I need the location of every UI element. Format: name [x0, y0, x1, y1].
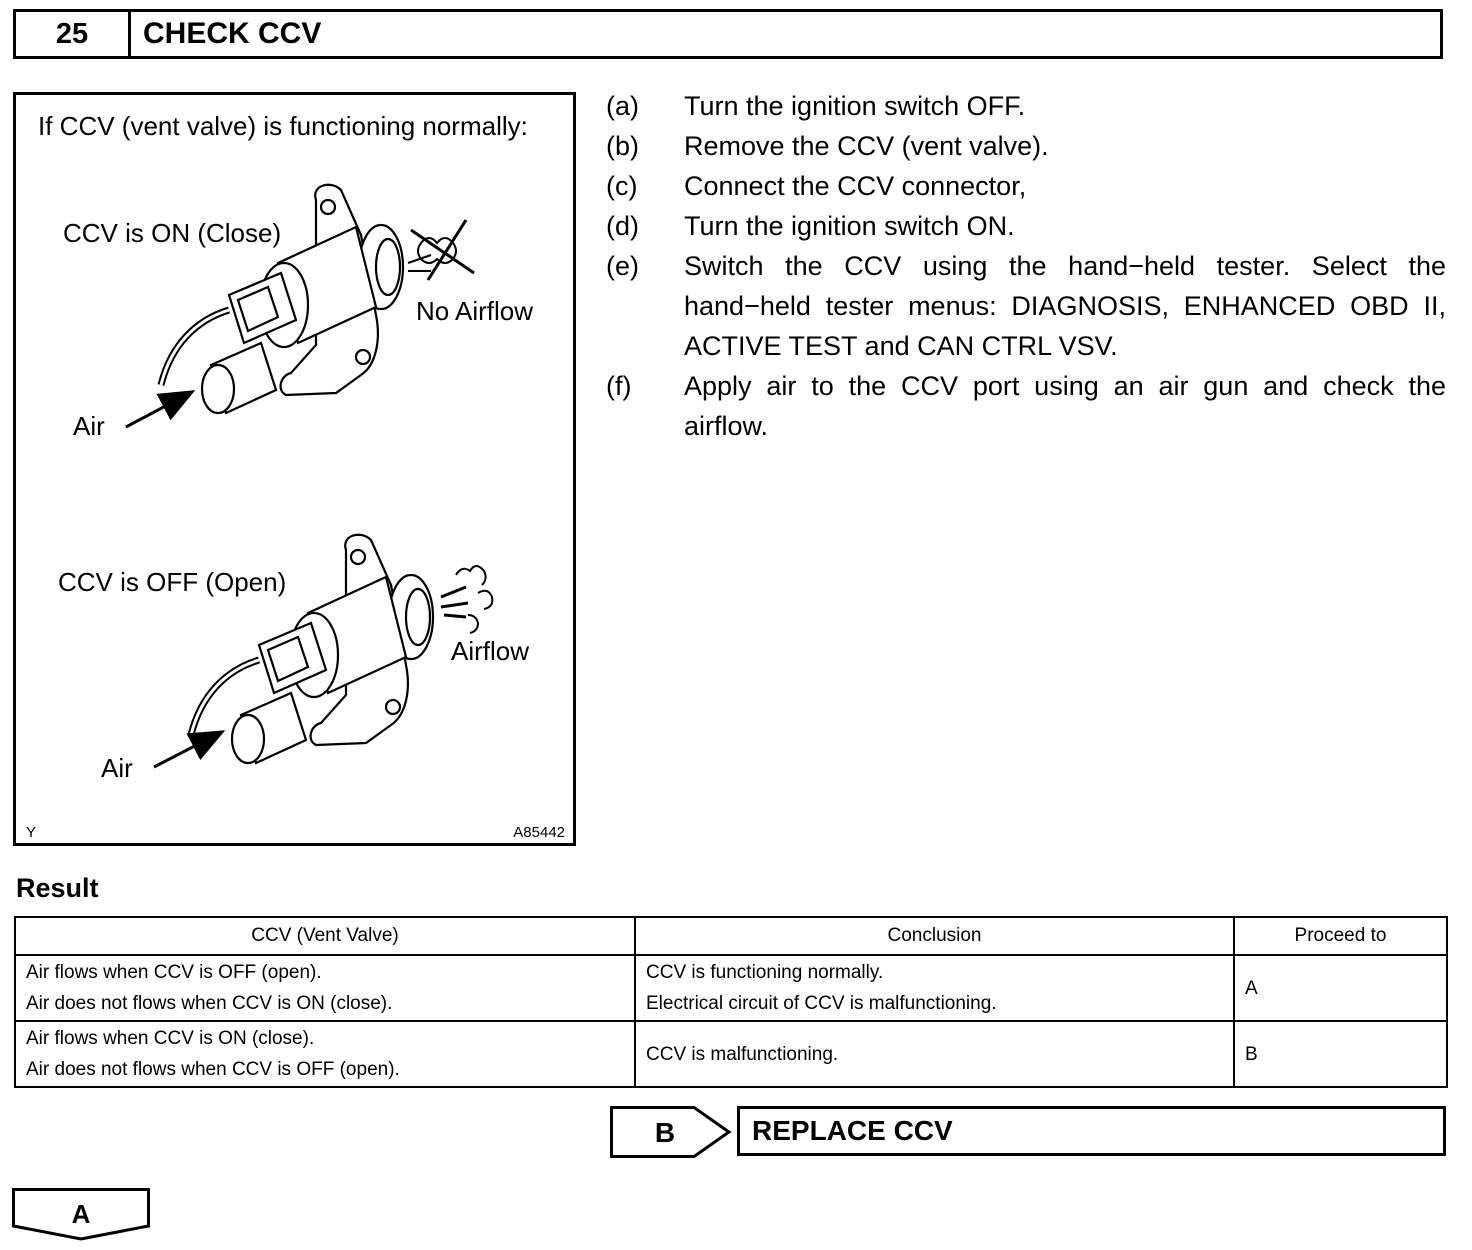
proceed-cell: B [1234, 1021, 1447, 1087]
procedure-steps [606, 86, 1446, 446]
condition-cell [15, 955, 635, 1021]
air-arrow-top [126, 393, 190, 427]
step-item [606, 86, 1446, 126]
column-header: Proceed to [1234, 917, 1447, 955]
table-row [15, 955, 1447, 1021]
ccv-illustration [13, 92, 576, 846]
branch-a-tag [12, 1188, 152, 1247]
step-text: Switch the CCV using the hand−held tester. Select the hand−held tester menus: DIAGNOSIS, ENHANCED OBD II, ACTIVE TEST and CAN CTRL VSV. [684, 251, 1446, 361]
label-air-top: Air [73, 411, 105, 441]
corner-code-left: Y [26, 824, 37, 841]
conclusion-cell [635, 1021, 1234, 1087]
cell-line: Air does not flows when CCV is OFF (open). [26, 1059, 400, 1080]
label-airflow: Airflow [451, 636, 530, 666]
proceed-cell: A [1234, 955, 1447, 1021]
condition-cell [15, 1021, 635, 1087]
branch-a-label: A [71, 1199, 91, 1229]
step-item [606, 206, 1446, 246]
step-text: Apply air to the CCV port using an air gun and check the airflow. [684, 371, 1446, 441]
label-ccv-off: CCV is OFF (Open) [58, 567, 287, 597]
step-label: (f) [606, 371, 632, 401]
result-heading: Result [16, 873, 99, 903]
step-item [606, 126, 1446, 166]
step-header [13, 9, 1443, 59]
conclusion-cell [635, 955, 1234, 1021]
cell-line: Air flows when CCV is ON (close). [26, 1028, 315, 1049]
step-text: Remove the CCV (vent valve). [684, 131, 1049, 161]
replace-ccv-action: REPLACE CCV [737, 1106, 1446, 1156]
step-label: (d) [606, 211, 639, 241]
table-header-row [15, 917, 1447, 955]
ccv-drawing [16, 95, 573, 843]
step-item [606, 246, 1446, 366]
step-text: Turn the ignition switch OFF. [684, 91, 1026, 121]
column-header: Conclusion [635, 917, 1234, 955]
step-text: Connect the CCV connector, [684, 171, 1027, 201]
cell-line: Air does not flows when CCV is ON (close). [26, 993, 393, 1014]
step-number: 25 [16, 12, 131, 56]
result-table [14, 916, 1448, 1088]
step-label: (a) [606, 91, 639, 121]
figure-code: A85442 [513, 824, 565, 841]
label-no-airflow: No Airflow [416, 296, 534, 326]
cell-line: CCV is malfunctioning. [646, 1043, 839, 1065]
branch-b-label: B [654, 1117, 676, 1148]
cell-line: Electrical circuit of CCV is malfunctioning. [646, 993, 997, 1014]
step-label: (e) [606, 251, 639, 281]
air-arrow-bottom [154, 733, 220, 767]
table-row [15, 1021, 1447, 1087]
cell-line: Air flows when CCV is OFF (open). [26, 962, 322, 983]
step-item [606, 366, 1446, 446]
label-air-bottom: Air [101, 753, 133, 783]
branch-b-tag [610, 1106, 732, 1163]
label-ccv-on: CCV is ON (Close) [63, 218, 282, 248]
step-title: CHECK CCV [143, 17, 322, 50]
illustration-caption: If CCV (vent valve) is functioning normally: [38, 111, 528, 141]
airflow-symbol [441, 566, 492, 633]
step-item [606, 166, 1446, 206]
step-text: Turn the ignition switch ON. [684, 211, 1015, 241]
step-label: (b) [606, 131, 639, 161]
column-header: CCV (Vent Valve) [15, 917, 635, 955]
no-airflow-symbol [408, 220, 474, 280]
cell-line: CCV is functioning normally. [646, 962, 884, 983]
step-label: (c) [606, 171, 638, 201]
